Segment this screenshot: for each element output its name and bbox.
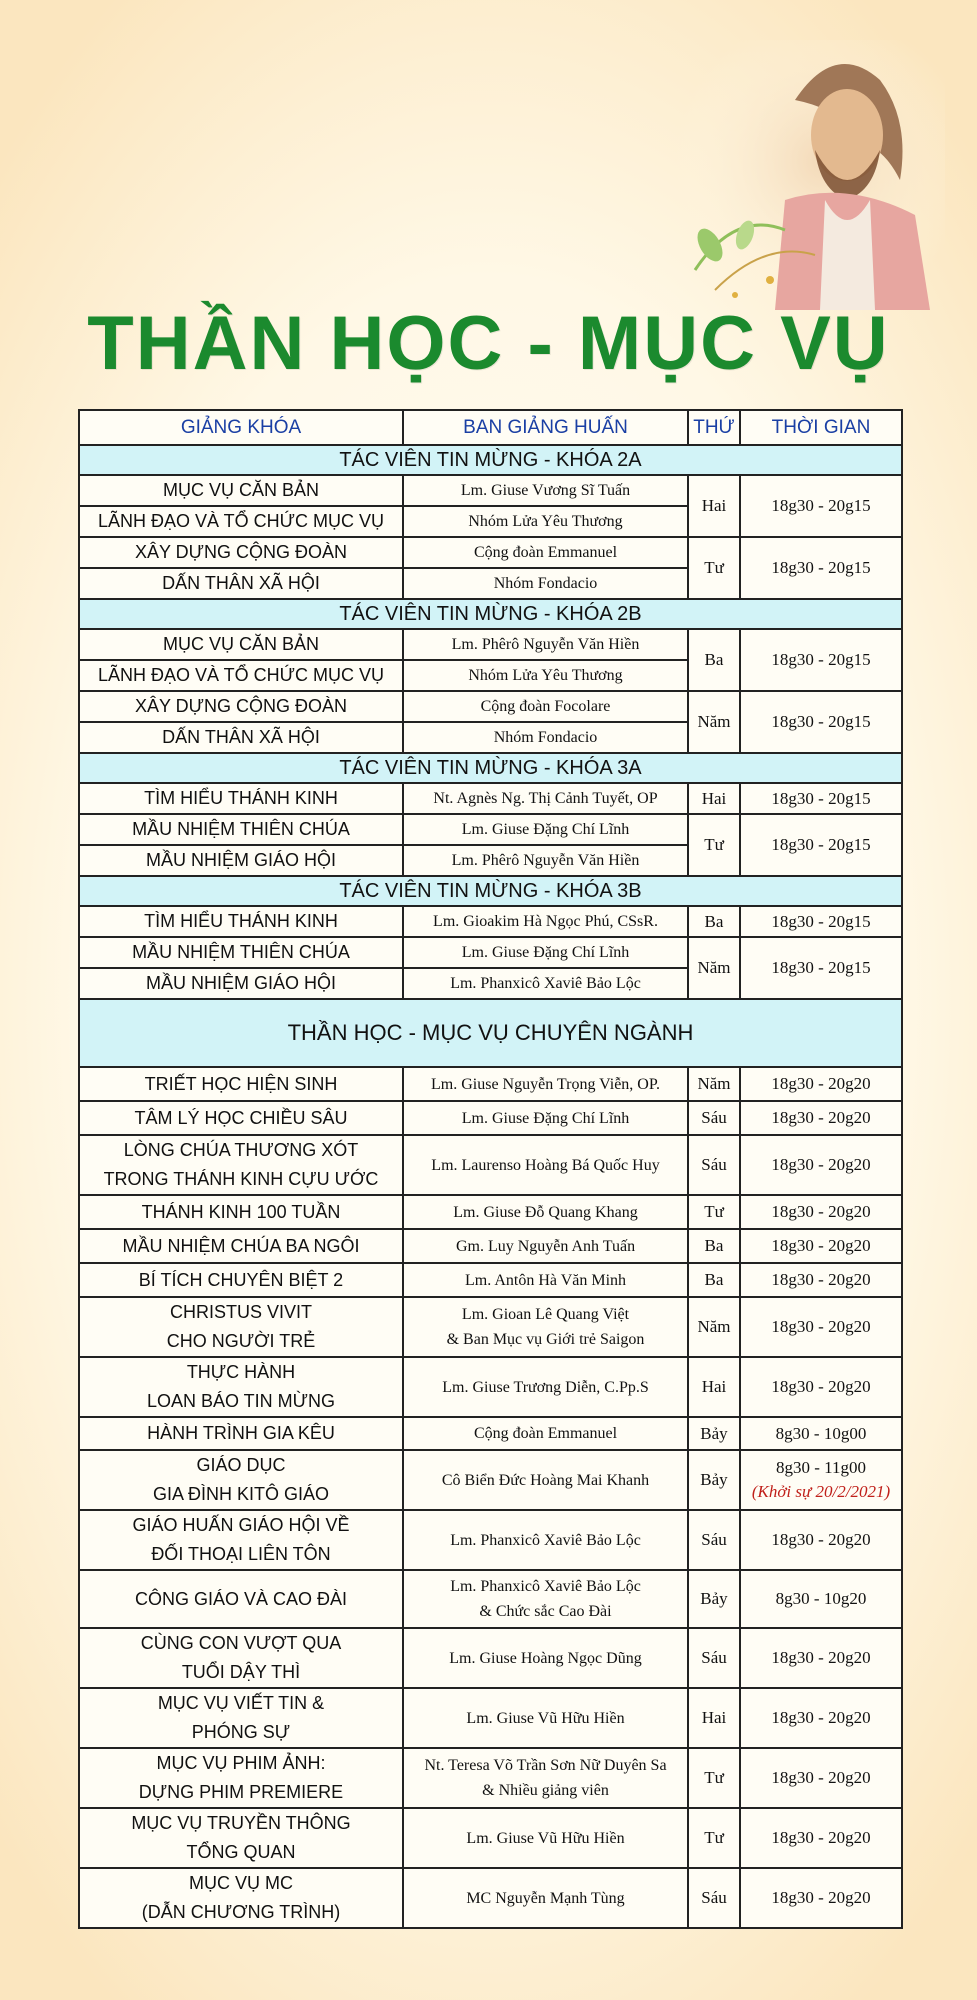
lecturer-name-line: Lm. Giuse Hoàng Ngọc Dũng <box>449 1649 642 1667</box>
course-name-line: PHÓNG SỰ <box>191 1722 291 1742</box>
section-header-row <box>79 445 902 475</box>
lecturer-name: Cộng đoàn Focolare <box>403 691 688 722</box>
lecturer-name-line: & Nhiều giảng viên <box>482 1782 609 1799</box>
course-name-line: LOAN BÁO TIN MỪNG <box>146 1391 336 1411</box>
course-name-line: MỤC VỤ VIẾT TIN & <box>157 1693 325 1713</box>
time-cell: 18g30 - 20g15 <box>740 937 902 999</box>
section-title: THẦN HỌC - MỤC VỤ CHUYÊN NGÀNH <box>79 999 902 1067</box>
time-cell: 18g30 - 20g15 <box>740 629 902 691</box>
course-name <box>79 1357 403 1417</box>
time-value: 18g30 - 20g20 <box>771 1108 871 1127</box>
time-cell <box>740 1263 902 1297</box>
time-cell <box>740 1570 902 1628</box>
time-cell <box>740 1628 902 1688</box>
time-value: 18g30 - 20g20 <box>771 1155 871 1174</box>
course-name <box>79 1297 403 1357</box>
lecturer-name: Nt. Agnès Ng. Thị Cảnh Tuyết, OP <box>403 783 688 814</box>
course-name-line: BÍ TÍCH CHUYÊN BIỆT 2 <box>138 1269 344 1290</box>
course-schedule-table <box>78 409 903 1929</box>
start-date-note: (Khởi sự 20/2/2021) <box>751 1482 891 1501</box>
lecturer-name <box>403 1067 688 1101</box>
lecturer-name-line: Lm. Antôn Hà Văn Minh <box>464 1271 627 1289</box>
lecturer-name-line: MC Nguyễn Mạnh Tùng <box>466 1889 625 1907</box>
table-row <box>79 1628 902 1688</box>
lecturer-name-line: Lm. Phanxicô Xaviê Bảo Lộc <box>450 1578 641 1595</box>
course-name-line: TRONG THÁNH KINH CỰU ƯỚC <box>103 1169 379 1189</box>
table-row <box>79 691 902 722</box>
lecturer-name-line: Lm. Giuse Nguyễn Trọng Viễn, OP. <box>431 1075 660 1093</box>
course-name: MỤC VỤ CĂN BẢN <box>79 475 403 506</box>
time-value: 18g30 - 20g20 <box>771 1317 871 1336</box>
day-cell: Hai <box>688 1688 740 1748</box>
lecturer-name <box>403 1570 688 1628</box>
time-cell <box>740 1297 902 1357</box>
course-name <box>79 1450 403 1510</box>
lecturer-name <box>403 1868 688 1928</box>
lecturer-name <box>403 1748 688 1808</box>
time-value: 8g30 - 10g20 <box>775 1589 867 1608</box>
course-name-line: GIÁO DỤC <box>196 1455 286 1475</box>
day-cell: Ba <box>688 1229 740 1263</box>
course-name-line: MẦU NHIỆM CHÚA BA NGÔI <box>122 1235 360 1256</box>
lecturer-name-line: & Ban Mục vụ Giới trẻ Saigon <box>446 1331 645 1348</box>
lecturer-name <box>403 1357 688 1417</box>
table-header-row <box>79 410 902 445</box>
lecturer-name: Lm. Giuse Đặng Chí Lĩnh <box>403 937 688 968</box>
time-cell <box>740 1195 902 1229</box>
time-cell <box>740 1417 902 1450</box>
time-cell <box>740 1229 902 1263</box>
day-cell: Ba <box>688 1263 740 1297</box>
day-cell: Năm <box>688 691 740 753</box>
section-title: TÁC VIÊN TIN MỪNG - KHÓA 3B <box>79 876 902 906</box>
time-cell: 18g30 - 20g15 <box>740 783 902 814</box>
table-row <box>79 1748 902 1808</box>
table-row <box>79 1263 902 1297</box>
course-name: MẦU NHIỆM GIÁO HỘI <box>79 968 403 999</box>
time-cell: 18g30 - 20g15 <box>740 691 902 753</box>
lecturer-name: Lm. Phêrô Nguyễn Văn Hiền <box>403 845 688 876</box>
course-name: MỤC VỤ CĂN BẢN <box>79 629 403 660</box>
course-name <box>79 1135 403 1195</box>
day-cell: Sáu <box>688 1101 740 1135</box>
course-name-line: THỰC HÀNH <box>186 1362 296 1382</box>
lecturer-name <box>403 1135 688 1195</box>
lecturer-name <box>403 1229 688 1263</box>
section-title: TÁC VIÊN TIN MỪNG - KHÓA 3A <box>79 753 902 783</box>
course-name: MẦU NHIỆM THIÊN CHÚA <box>79 937 403 968</box>
course-name-line: GIA ĐÌNH KITÔ GIÁO <box>152 1484 330 1504</box>
lecturer-name-line: Lm. Giuse Vũ Hữu Hiền <box>466 1829 625 1847</box>
course-name-line: TÂM LÝ HỌC CHIỀU SÂU <box>134 1107 348 1128</box>
course-name-line: DỰNG PHIM PREMIERE <box>138 1782 344 1802</box>
table-row <box>79 1135 902 1195</box>
course-name-line: (DẪN CHƯƠNG TRÌNH) <box>141 1902 341 1922</box>
lecturer-name: Nhóm Lửa Yêu Thương <box>403 506 688 537</box>
course-name: MẦU NHIỆM THIÊN CHÚA <box>79 814 403 845</box>
time-cell <box>740 1357 902 1417</box>
section-header-row <box>79 999 902 1067</box>
time-value: 18g30 - 20g20 <box>771 1828 871 1847</box>
lecturer-name <box>403 1101 688 1135</box>
section-title: TÁC VIÊN TIN MỪNG - KHÓA 2A <box>79 445 902 475</box>
lecturer-name-line: Lm. Laurenso Hoàng Bá Quốc Huy <box>431 1156 660 1174</box>
lecturer-name <box>403 1450 688 1510</box>
course-name: DẤN THÂN XÃ HỘI <box>79 568 403 599</box>
table-row <box>79 1417 902 1450</box>
course-name <box>79 1229 403 1263</box>
time-value: 8g30 - 10g00 <box>775 1423 867 1443</box>
lecturer-name <box>403 1628 688 1688</box>
lecturer-name-line: Lm. Giuse Đỗ Quang Khang <box>453 1203 638 1221</box>
course-name-line: MỤC VỤ MC <box>189 1873 293 1893</box>
course-name-line: CHRISTUS VIVIT <box>169 1302 312 1322</box>
time-cell <box>740 1748 902 1808</box>
lecturer-name <box>403 1808 688 1868</box>
table-row <box>79 1688 902 1748</box>
course-name <box>79 1417 403 1450</box>
header-day: THỨ <box>688 410 740 445</box>
day-cell: Sáu <box>688 1510 740 1570</box>
time-value: 8g30 - 11g00 <box>775 1458 867 1477</box>
course-name <box>79 1195 403 1229</box>
lecturer-name: Lm. Phêrô Nguyễn Văn Hiền <box>403 629 688 660</box>
time-cell <box>740 1688 902 1748</box>
lecturer-name-line: Cộng đoàn Emmanuel <box>473 1425 618 1442</box>
table-row <box>79 814 902 845</box>
lecturer-name-line: Lm. Gioan Lê Quang Việt <box>461 1306 630 1323</box>
table-row <box>79 475 902 506</box>
day-cell: Bảy <box>688 1450 740 1510</box>
course-name <box>79 1101 403 1135</box>
time-cell: 18g30 - 20g15 <box>740 537 902 599</box>
course-name <box>79 1263 403 1297</box>
time-cell: 18g30 - 20g15 <box>740 475 902 537</box>
course-name-line: TUỔI DẬY THÌ <box>181 1662 301 1682</box>
lecturer-name <box>403 1688 688 1748</box>
section-header-row <box>79 753 902 783</box>
time-value: 18g30 - 20g20 <box>771 1074 871 1093</box>
course-name-line: MỤC VỤ TRUYỀN THÔNG <box>131 1813 351 1833</box>
time-value: 18g30 - 20g20 <box>771 1648 871 1667</box>
section-title: TÁC VIÊN TIN MỪNG - KHÓA 2B <box>79 599 902 629</box>
course-name: XÂY DỰNG CỘNG ĐOÀN <box>79 691 403 722</box>
page-title: THẦN HỌC - MỤC VỤ <box>87 301 890 386</box>
table-row <box>79 1229 902 1263</box>
day-cell: Tư <box>688 1748 740 1808</box>
time-value: 18g30 - 20g20 <box>771 1270 871 1289</box>
table-row <box>79 1067 902 1101</box>
day-cell: Năm <box>688 1067 740 1101</box>
course-name <box>79 1570 403 1628</box>
specialized-course-list <box>79 1067 902 1928</box>
table-row <box>79 937 902 968</box>
day-cell: Hai <box>688 475 740 537</box>
day-cell: Tư <box>688 1808 740 1868</box>
course-name-line: MỤC VỤ PHIM ẢNH: <box>156 1753 326 1773</box>
lecturer-name: Nhóm Fondacio <box>403 568 688 599</box>
lecturer-name-line: Gm. Luy Nguyễn Anh Tuấn <box>455 1237 636 1255</box>
course-name-line: HÀNH TRÌNH GIA KÊU <box>147 1423 335 1443</box>
day-cell: Sáu <box>688 1868 740 1928</box>
table-row <box>79 1808 902 1868</box>
course-name <box>79 1510 403 1570</box>
lecturer-name: Nhóm Fondacio <box>403 722 688 753</box>
course-name-line: TRIẾT HỌC HIỆN SINH <box>144 1073 338 1094</box>
table-row <box>79 1450 902 1510</box>
table-row <box>79 629 902 660</box>
course-name-line: TỔNG QUAN <box>186 1842 296 1862</box>
day-cell: Hai <box>688 783 740 814</box>
table-row <box>79 1101 902 1135</box>
lecturer-name <box>403 1195 688 1229</box>
time-cell <box>740 1135 902 1195</box>
course-name: LÃNH ĐẠO VÀ TỔ CHỨC MỤC VỤ <box>79 506 403 537</box>
course-name <box>79 1808 403 1868</box>
time-value: 18g30 - 20g20 <box>771 1708 871 1727</box>
course-name-line: LÒNG CHÚA THƯƠNG XÓT <box>123 1140 359 1160</box>
time-cell: 18g30 - 20g15 <box>740 906 902 937</box>
lecturer-name <box>403 1297 688 1357</box>
time-cell <box>740 1808 902 1868</box>
lecturer-name: Lm. Giuse Đặng Chí Lĩnh <box>403 814 688 845</box>
time-value: 18g30 - 20g20 <box>771 1768 871 1787</box>
course-name <box>79 1748 403 1808</box>
table-row <box>79 1570 902 1628</box>
lecturer-name: Nhóm Lửa Yêu Thương <box>403 660 688 691</box>
table-row <box>79 1510 902 1570</box>
day-cell: Sáu <box>688 1628 740 1688</box>
day-cell: Sáu <box>688 1135 740 1195</box>
lecturer-name <box>403 1417 688 1450</box>
day-cell: Hai <box>688 1357 740 1417</box>
jesus-portrait-image <box>675 40 945 310</box>
course-name-line: ĐỐI THOẠI LIÊN TÔN <box>151 1544 331 1564</box>
time-cell <box>740 1510 902 1570</box>
course-name <box>79 1628 403 1688</box>
time-value: 18g30 - 20g20 <box>771 1236 871 1255</box>
day-cell: Bảy <box>688 1570 740 1628</box>
lecturer-name: Lm. Phanxicô Xaviê Bảo Lộc <box>403 968 688 999</box>
day-cell: Năm <box>688 937 740 999</box>
section-header-row <box>79 876 902 906</box>
lecturer-name-line: Lm. Giuse Vũ Hữu Hiền <box>466 1709 625 1727</box>
course-name-line: CÔNG GIÁO VÀ CAO ĐÀI <box>134 1588 348 1609</box>
course-name-line: CHO NGƯỜI TRẺ <box>166 1331 316 1351</box>
course-name: XÂY DỰNG CỘNG ĐOÀN <box>79 537 403 568</box>
course-name: MẦU NHIỆM GIÁO HỘI <box>79 845 403 876</box>
lecturer-name-line: Cô Biển Đức Hoàng Mai Khanh <box>441 1471 650 1489</box>
time-cell <box>740 1868 902 1928</box>
course-name: TÌM HIỂU THÁNH KINH <box>79 783 403 814</box>
course-name: DẤN THÂN XÃ HỘI <box>79 722 403 753</box>
header-time: THỜI GIAN <box>740 410 902 445</box>
lecturer-name <box>403 1263 688 1297</box>
time-value: 18g30 - 20g20 <box>771 1530 871 1549</box>
table-row <box>79 906 902 937</box>
course-name: LÃNH ĐẠO VÀ TỔ CHỨC MỤC VỤ <box>79 660 403 691</box>
day-cell: Năm <box>688 1297 740 1357</box>
time-value: 18g30 - 20g20 <box>771 1888 871 1907</box>
course-name-line: CÙNG CON VƯỢT QUA <box>140 1633 342 1653</box>
day-cell: Bảy <box>688 1417 740 1450</box>
day-cell: Tư <box>688 1195 740 1229</box>
course-name <box>79 1688 403 1748</box>
header-lecturer: BAN GIẢNG HUẤN <box>403 410 688 445</box>
lecturer-name-line: & Chức sắc Cao Đài <box>479 1603 612 1620</box>
time-cell <box>740 1101 902 1135</box>
course-name: TÌM HIỂU THÁNH KINH <box>79 906 403 937</box>
table-row <box>79 1357 902 1417</box>
lecturer-name-line: Lm. Giuse Đặng Chí Lĩnh <box>461 1109 630 1127</box>
section-header-row <box>79 599 902 629</box>
day-cell: Tư <box>688 814 740 876</box>
lecturer-name-line: Lm. Phanxicô Xaviê Bảo Lộc <box>450 1531 641 1549</box>
lecturer-name-line: Nt. Teresa Võ Trần Sơn Nữ Duyên Sa <box>424 1757 667 1774</box>
course-name <box>79 1067 403 1101</box>
course-name-line: THÁNH KINH 100 TUẦN <box>141 1201 341 1222</box>
time-value: 18g30 - 20g20 <box>771 1377 871 1396</box>
time-cell <box>740 1067 902 1101</box>
header-course: GIẢNG KHÓA <box>79 410 403 445</box>
day-cell: Ba <box>688 629 740 691</box>
time-value: 18g30 - 20g20 <box>771 1202 871 1221</box>
day-cell: Ba <box>688 906 740 937</box>
table-row <box>79 537 902 568</box>
lecturer-name-line: Lm. Giuse Trương Diễn, C.Pp.S <box>442 1378 649 1396</box>
table-row <box>79 1297 902 1357</box>
table-row <box>79 1868 902 1928</box>
time-cell: 18g30 - 20g15 <box>740 814 902 876</box>
course-name-line: GIÁO HUẤN GIÁO HỘI VỀ <box>132 1515 350 1535</box>
day-cell: Tư <box>688 537 740 599</box>
lecturer-name <box>403 1510 688 1570</box>
lecturer-name: Cộng đoàn Emmanuel <box>403 537 688 568</box>
lecturer-name: Lm. Gioakim Hà Ngọc Phú, CSsR. <box>403 906 688 937</box>
table-row <box>79 783 902 814</box>
time-cell <box>740 1450 902 1510</box>
table-row <box>79 1195 902 1229</box>
lecturer-name: Lm. Giuse Vương Sĩ Tuấn <box>403 475 688 506</box>
course-name <box>79 1868 403 1928</box>
